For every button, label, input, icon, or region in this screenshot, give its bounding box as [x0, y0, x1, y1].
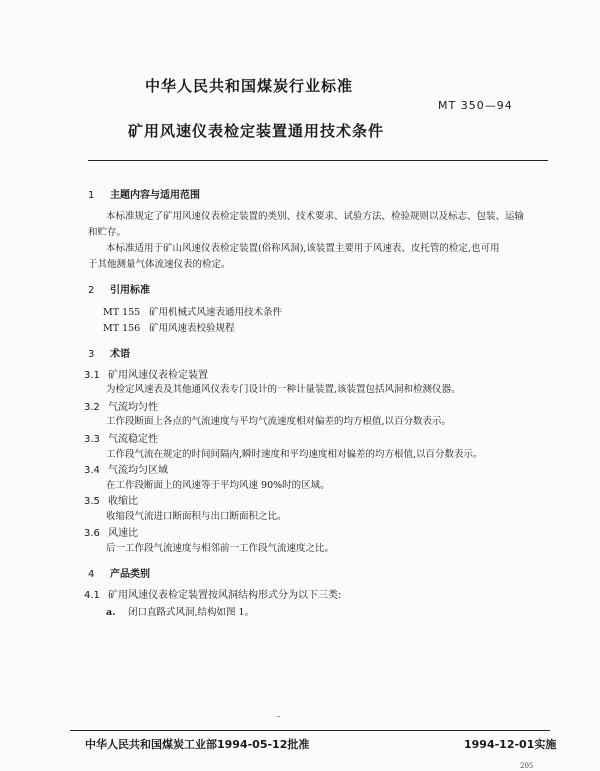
- header-divider: [88, 160, 548, 161]
- section-number: 1: [88, 190, 95, 201]
- term-name: 风速比: [108, 528, 138, 539]
- paragraph: 本标准规定了矿用风速仪表检定装置的类别、技术要求、试验方法、检验规则以及标志、包装、运输: [106, 211, 525, 222]
- page-number: 205: [520, 762, 534, 770]
- term-number: 3.6: [84, 528, 100, 539]
- term-name: 气流均匀区域: [108, 465, 168, 476]
- term-definition: 工作段气流在规定的时间间隔内,瞬时速度和平均速度相对偏差的均方根值,以百分数表示。: [106, 449, 483, 460]
- list-text: 闭口直路式风洞,结构如图 1。: [128, 607, 255, 618]
- subsection-text: 矿用风速仪表检定装置按风洞结构形式分为以下三类:: [108, 590, 342, 601]
- reference-item: [103, 320, 235, 334]
- term-name: 气流均匀性: [108, 402, 158, 413]
- term-heading: [84, 398, 158, 413]
- term-definition: 收缩段气流进口断面积与出口断面积之比。: [106, 511, 287, 522]
- standard-type-title: 中华人民共和国煤炭行业标准: [145, 77, 354, 95]
- section-number: 4: [88, 569, 95, 580]
- reference-code: MT 156: [103, 323, 141, 334]
- footer-issuer: 中华人民共和国煤炭工业部1994-05-12批准: [85, 738, 310, 751]
- section-2-heading: [88, 281, 150, 296]
- footer-effective-date: 1994-12-01实施: [464, 738, 557, 751]
- paragraph: 于其他测量气体流速仪表的检定。: [88, 259, 231, 270]
- term-definition: 工作段断面上各点的气流速度与平均气流速度相对偏差的均方根值,以百分数表示。: [106, 416, 452, 427]
- term-name: 气流稳定性: [108, 434, 158, 445]
- section-title: 引用标准: [110, 285, 150, 296]
- term-heading: [84, 366, 208, 381]
- list-item: [106, 604, 254, 618]
- list-marker: a.: [106, 607, 116, 618]
- document-title: 矿用风速仪表检定装置通用技术条件: [128, 122, 385, 140]
- footer-divider: [70, 730, 550, 731]
- section-title: 主题内容与适用范围: [110, 190, 200, 201]
- term-number: 3.4: [84, 465, 100, 476]
- section-number: 3: [88, 349, 95, 360]
- section-title: 术语: [110, 349, 130, 360]
- reference-title: 矿用机械式风速表通用技术条件: [149, 307, 283, 318]
- reference-code: MT 155: [103, 307, 141, 318]
- section-3-heading: [88, 345, 130, 360]
- term-heading: [84, 430, 158, 445]
- paragraph: 本标准适用于矿山风速仪表检定装置(俗称风洞),该装置主要用于风速表、皮托管的检定,也可用: [106, 243, 500, 254]
- subsection: [84, 586, 341, 601]
- section-4-heading: [88, 565, 150, 580]
- term-definition: 在工作段断面上的风速等于平均风速 90%时的区域。: [106, 480, 330, 491]
- section-1-heading: [88, 186, 200, 201]
- term-name: 收缩比: [108, 496, 138, 507]
- term-number: 3.5: [84, 496, 100, 507]
- section-number: 2: [88, 285, 95, 296]
- term-heading: [84, 524, 138, 539]
- term-definition: 后一工作段气流速度与相邻前一工作段气流速度之比。: [106, 543, 335, 554]
- term-definition: 为检定风速表及其他通风仪表专门设计的一种计量装置,该装置包括风洞和检测仪器。: [106, 384, 461, 395]
- paragraph: 和贮存。: [88, 227, 127, 238]
- section-title: 产品类别: [110, 569, 150, 580]
- reference-item: [103, 304, 282, 318]
- term-number: 3.1: [84, 370, 100, 381]
- scan-mark: [277, 716, 280, 717]
- term-name: 矿用风速仪表检定装置: [108, 370, 208, 381]
- term-number: 3.3: [84, 434, 100, 445]
- standard-code: MT 350—94: [438, 99, 513, 112]
- term-heading: [84, 461, 168, 476]
- term-heading: [84, 492, 138, 507]
- subsection-number: 4.1: [84, 590, 100, 601]
- reference-title: 矿用风速表校验规程: [149, 323, 235, 334]
- term-number: 3.2: [84, 402, 100, 413]
